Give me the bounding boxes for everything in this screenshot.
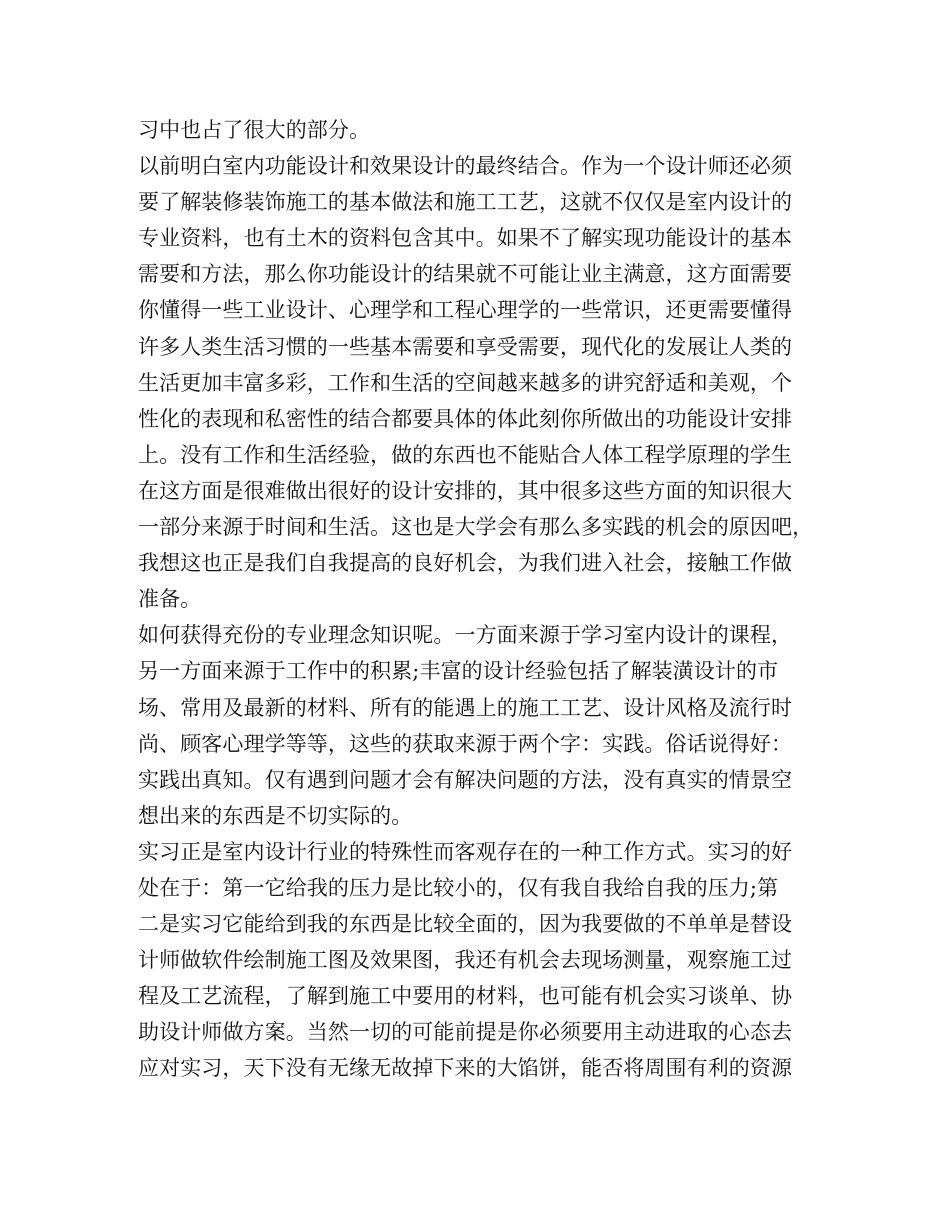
text-line: 以前明白室内功能设计和效果设计的最终结合。作为一个设计师还必须 — [138, 154, 793, 179]
text-line: 性化的表现和私密性的结合都要具体的体此刻你所做出的功能设计安排 — [138, 406, 793, 431]
text-line: 助设计师做方案。当然一切的可能前提是你必须要用主动进取的心态去 — [138, 1020, 793, 1045]
text-line: 尚、顾客心理学等等，这些的获取来源于两个字：实践。俗话说得好： — [138, 731, 793, 756]
text-line: 场、常用及最新的材料、所有的能遇上的施工工艺、设计风格及流行时 — [138, 695, 793, 720]
text-line: 需要和方法，那么你功能设计的结果就不可能让业主满意，这方面需要 — [138, 262, 793, 287]
text-line: 专业资料，也有土木的资料包含其中。如果不了解实现功能设计的基本 — [138, 226, 793, 251]
text-line: 另一方面来源于工作中的积累;丰富的设计经验包括了解装潢设计的市 — [138, 659, 779, 684]
text-line: 想出来的东西是不切实际的。 — [138, 803, 413, 828]
text-line: 上。没有工作和生活经验，做的东西也不能贴合人体工程学原理的学生 — [138, 442, 793, 467]
text-line: 在这方面是很难做出很好的设计安排的，其中很多这些方面的知识很大 — [138, 478, 793, 503]
text-line: 一部分来源于时间和生活。这也是大学会有那么多实践的机会的原因吧， — [138, 515, 814, 540]
text-line: 许多人类生活习惯的一些基本需要和享受需要，现代化的发展让人类的 — [138, 334, 793, 359]
text-line: 应对实习，天下没有无缘无故掉下来的大馅饼，能否将周围有利的资源 — [138, 1056, 793, 1081]
text-line: 准备。 — [138, 587, 202, 612]
text-line: 程及工艺流程，了解到施工中要用的材料，也可能有机会实习谈单、协 — [138, 984, 793, 1009]
text-line: 我想这也正是我们自我提高的良好机会，为我们进入社会，接触工作做 — [138, 551, 793, 576]
text-line: 习中也占了很大的部分。 — [138, 118, 371, 142]
text-line: 如何获得充份的专业理念知识呢。一方面来源于学习室内设计的课程， — [138, 623, 793, 648]
text-line: 你懂得一些工业设计、心理学和工程心理学的一些常识，还更需要懂得 — [138, 298, 793, 323]
text-line: 实践出真知。仅有遇到问题才会有解决问题的方法，没有真实的情景空 — [138, 767, 793, 792]
text-line: 二是实习它能给到我的东西是比较全面的，因为我要做的不单单是替设 — [138, 912, 793, 937]
text-line: 计师做软件绘制施工图及效果图，我还有机会去现场测量，观察施工过 — [138, 948, 793, 973]
text-line: 实习正是室内设计行业的特殊性而客观存在的一种工作方式。实习的好 — [138, 839, 793, 864]
text-line: 生活更加丰富多彩，工作和生活的空间越来越多的讲究舒适和美观，个 — [138, 370, 793, 395]
text-line: 处在于：第一它给我的压力是比较小的，仅有我自我给自我的压力;第 — [138, 875, 779, 900]
body-text — [138, 112, 828, 1087]
text-line: 要了解装修装饰施工的基本做法和施工工艺，这就不仅仅是室内设计的 — [138, 190, 793, 215]
